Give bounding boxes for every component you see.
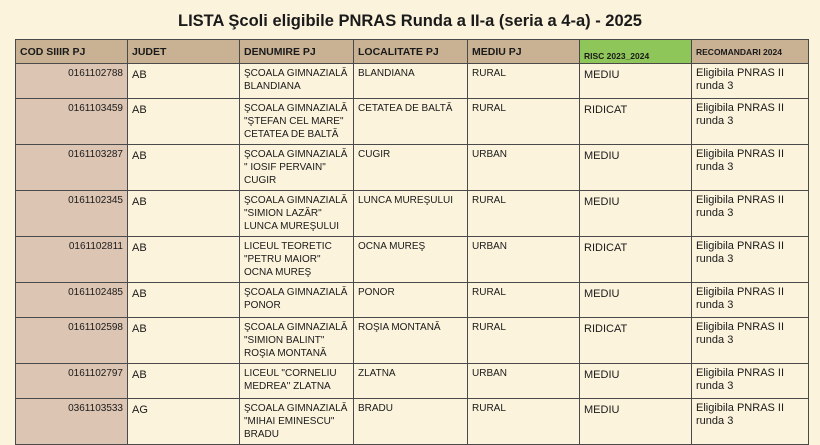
table-row [16, 318, 809, 364]
cell-mediu: RURAL [468, 64, 580, 99]
cell-denumire: LICEUL "CORNELIU MEDREA" ZLATNA [240, 364, 354, 399]
table-row [16, 191, 809, 237]
cell-cod: 0161102788 [16, 64, 128, 99]
cell-risc: RIDICAT [580, 318, 692, 364]
cell-mediu: URBAN [468, 145, 580, 191]
cell-denumire: ŞCOALA GIMNAZIALĂ "MIHAI EMINESCU" BRADU [240, 399, 354, 445]
cell-judet: AB [128, 237, 240, 283]
cell-recomandari: Eligibila PNRAS II runda 3 [692, 64, 809, 99]
table-row [16, 237, 809, 283]
cell-denumire: ŞCOALA GIMNAZIALĂ "SIMION BALINT" ROŞIA MONTANĂ [240, 318, 354, 364]
table-row [16, 364, 809, 399]
cell-recomandari: Eligibila PNRAS II runda 3 [692, 191, 809, 237]
cell-denumire: ŞCOALA GIMNAZIALĂ PONOR [240, 283, 354, 318]
cell-judet: AB [128, 191, 240, 237]
header-judet: JUDET [128, 40, 240, 64]
cell-judet: AB [128, 283, 240, 318]
cell-cod: 0161102598 [16, 318, 128, 364]
cell-judet: AB [128, 64, 240, 99]
cell-recomandari: Eligibila PNRAS II runda 3 [692, 99, 809, 145]
cell-localitate: OCNA MUREŞ [354, 237, 468, 283]
cell-denumire: ŞCOALA GIMNAZIALĂ "SIMION LAZĂR" LUNCA MUREŞULUI [240, 191, 354, 237]
cell-denumire: LICEUL TEORETIC "PETRU MAIOR" OCNA MUREŞ [240, 237, 354, 283]
cell-mediu: URBAN [468, 237, 580, 283]
table-row [16, 283, 809, 318]
header-risc: RISC 2023_2024 [580, 40, 692, 64]
cell-mediu: RURAL [468, 283, 580, 318]
header-recomandari: RECOMANDARI 2024 [692, 40, 809, 64]
cell-mediu: RURAL [468, 399, 580, 445]
cell-cod: 0161102345 [16, 191, 128, 237]
cell-risc: MEDIU [580, 364, 692, 399]
table-body [16, 64, 809, 445]
cell-judet: AB [128, 364, 240, 399]
header-denumire: DENUMIRE PJ [240, 40, 354, 64]
cell-localitate: LUNCA MUREŞULUI [354, 191, 468, 237]
header-cod: COD SIIIR PJ [16, 40, 128, 64]
cell-recomandari: Eligibila PNRAS II runda 3 [692, 283, 809, 318]
cell-risc: MEDIU [580, 145, 692, 191]
cell-denumire: ŞCOALA GIMNAZIALĂ " IOSIF PERVAIN" CUGIR [240, 145, 354, 191]
cell-mediu: URBAN [468, 364, 580, 399]
cell-risc: MEDIU [580, 283, 692, 318]
table-row [16, 399, 809, 445]
cell-risc: MEDIU [580, 64, 692, 99]
cell-localitate: BRADU [354, 399, 468, 445]
cell-mediu: RURAL [468, 318, 580, 364]
cell-localitate: CUGIR [354, 145, 468, 191]
cell-cod: 0161102811 [16, 237, 128, 283]
table-header [16, 40, 809, 64]
table-row [16, 64, 809, 99]
cell-judet: AG [128, 399, 240, 445]
cell-risc: MEDIU [580, 191, 692, 237]
cell-risc: RIDICAT [580, 237, 692, 283]
cell-denumire: ŞCOALA GIMNAZIALĂ "ŞTEFAN CEL MARE" CETATEA DE BALTĂ [240, 99, 354, 145]
table-row [16, 145, 809, 191]
page-title: LISTA Şcoli eligibile PNRAS Runda a II-a (seria a 4-a) - 2025 [178, 12, 642, 30]
cell-mediu: RURAL [468, 191, 580, 237]
cell-risc: RIDICAT [580, 99, 692, 145]
cell-cod: 0161102485 [16, 283, 128, 318]
cell-recomandari: Eligibila PNRAS II runda 3 [692, 364, 809, 399]
cell-risc: MEDIU [580, 399, 692, 445]
cell-judet: AB [128, 99, 240, 145]
cell-recomandari: Eligibila PNRAS II runda 3 [692, 399, 809, 445]
cell-judet: AB [128, 318, 240, 364]
cell-localitate: CETATEA DE BALTĂ [354, 99, 468, 145]
cell-recomandari: Eligibila PNRAS II runda 3 [692, 145, 809, 191]
cell-judet: AB [128, 145, 240, 191]
cell-localitate: ZLATNA [354, 364, 468, 399]
cell-cod: 0161102797 [16, 364, 128, 399]
table-row [16, 99, 809, 145]
cell-denumire: ŞCOALA GIMNAZIALĂ BLANDIANA [240, 64, 354, 99]
cell-cod: 0161103459 [16, 99, 128, 145]
cell-localitate: ROŞIA MONTANĂ [354, 318, 468, 364]
header-localitate: LOCALITATE PJ [354, 40, 468, 64]
schools-table [15, 39, 809, 445]
cell-localitate: BLANDIANA [354, 64, 468, 99]
cell-cod: 0361103533 [16, 399, 128, 445]
cell-recomandari: Eligibila PNRAS II runda 3 [692, 318, 809, 364]
cell-mediu: RURAL [468, 99, 580, 145]
header-mediu: MEDIU PJ [468, 40, 580, 64]
cell-localitate: PONOR [354, 283, 468, 318]
cell-cod: 0161103287 [16, 145, 128, 191]
cell-recomandari: Eligibila PNRAS II runda 3 [692, 237, 809, 283]
